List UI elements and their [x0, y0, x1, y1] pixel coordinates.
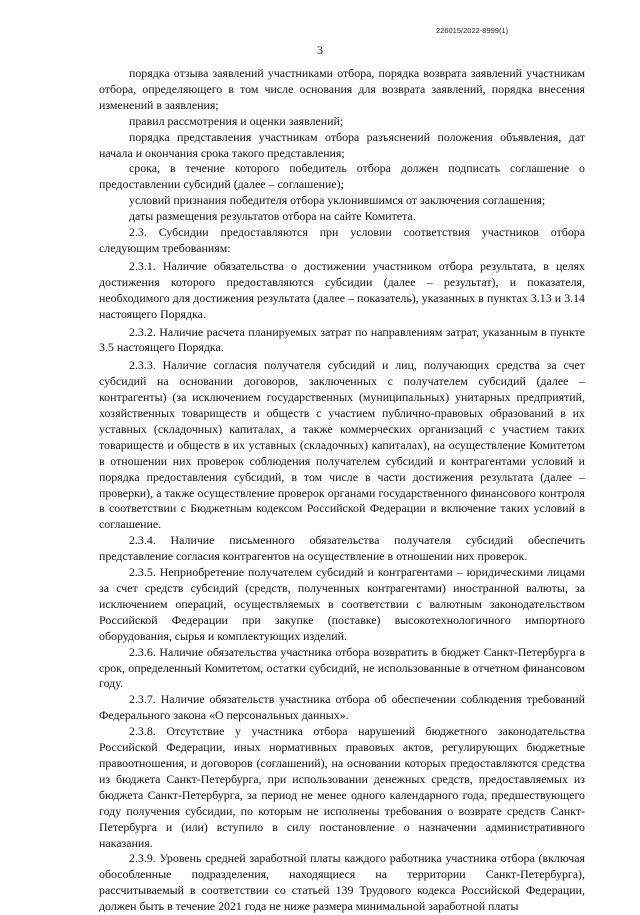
paragraph: 2.3.4. Наличие письменного обязательства получателя субсидий обеспечить представление согласия контрагентов на осуществление в отношении них проверок. — [99, 533, 585, 564]
paragraph: 2.3.5. Неприобретение получателем субсидий и контрагентами – юридическими лицами за счет средств субсидий (средств, полученных контрагентами) иностранной валюты, за исключением операций, осуществляемых в соответствии с валютным законодательством Российской Федерации при закупке (поставке) высокотехнологичного импортного оборудования, сырья и комплектующих изделий. — [99, 565, 585, 643]
paragraph: правил рассмотрения и оценки заявлений; — [129, 113, 344, 128]
paragraph: порядка представления участникам отбора разъяснений положения объявления, дат начала и окончания срока такого представления; — [99, 129, 585, 160]
paragraph: 2.3.3. Наличие согласия получателя субсидий и лиц, получающих средства за счет субсидий на основании договоров, заключенных с получателем субсидий (далее – контрагенты) (за исключением государственных (муниципальных) унитарных предприятий, хозяйственных товариществ и обществ с участием публично-правовых образований в их уставных (складочных) капиталах, а также коммерческих организаций с участием таких товариществ и обществ в их уставных (складочных) капиталах), на осуществление Комитетом в отношении них проверок соблюдения получателем субсидий и контрагентами условий и порядка предоставления субсидий, в том числе в части достижения результата (далее – проверки), а также осуществление проверок органами государственного финансового контроля в соответствии с Бюджетным кодексом Российской Федерации и включение таких условий в соглашение. — [99, 358, 585, 532]
document-body — [99, 66, 585, 915]
page-number: 3 — [317, 43, 323, 57]
paragraph: 2.3.7. Наличие обязательств участника отбора об обеспечении соблюдения требований Федерального закона «О персональных данных». — [99, 692, 585, 723]
paragraph: 2.3.9. Уровень средней заработной платы каждого работника участника отбора (включая обособленные подразделения, находящиеся на территории Санкт-Петербурга), рассчитываемый в соответствии со статьей 139 Трудового кодекса Российской Федерации, должен быть в течение 2021 года не ниже размера минимальной заработной платы — [99, 851, 585, 914]
paragraph: 2.3.2. Наличие расчета планируемых затрат по направлениям затрат, указанным в пункте 3.5 настоящего Порядка. — [99, 324, 585, 355]
paragraph: 2.3.8. Отсутствие у участника отбора нарушений бюджетного законодательства Российской Федерации, иных нормативных правовых актов, регулирующих бюджетные правоотношения, и договоров (соглашений), на основании которых предоставляются средства из бюджета Санкт-Петербурга, при использовании денежных средств, предоставляемых из бюджета Санкт-Петербурга, за период не менее одного календарного года, предшествующего году получения субсидии, по которым не исполнены требования о возврате средств Санкт-Петербурга и (или) вступило в силу постановление о назначении административного наказания. — [99, 724, 585, 850]
document-id: 226015/2022-8999(1) — [436, 26, 509, 35]
paragraph: 2.3.6. Наличие обязательства участника отбора возвратить в бюджет Санкт-Петербурга в срок, определенный Комитетом, остатки субсидий, не использованные в отчетном финансовом году. — [99, 644, 585, 691]
paragraph: условий признания победителя отбора уклонившимся от заключения соглашения; — [129, 193, 546, 208]
paragraph: порядка отзыва заявлений участниками отбора, порядка возврата заявлений участникам отбора, определяющего в том числе основания для возврата заявлений, порядка внесения изменений в заявления; — [99, 66, 585, 112]
paragraph: 2.3.1. Наличие обязательства о достижении участником отбора результата, в целях достижения которого предоставляются субсидии (далее – результат), и показателя, необходимого для достижения результата (далее – показатель), указанных в пунктах 3.13 и 3.14 настоящего Порядка. — [99, 258, 585, 321]
paragraph: даты размещения результатов отбора на сайте Комитета. — [129, 209, 416, 224]
paragraph: срока, в течение которого победитель отбора должен подписать соглашение о предоставлении субсидий (далее – соглашение); — [99, 161, 585, 192]
paragraph: 2.3. Субсидии предоставляются при условии соответствия участников отбора следующим требованиям: — [99, 225, 585, 255]
